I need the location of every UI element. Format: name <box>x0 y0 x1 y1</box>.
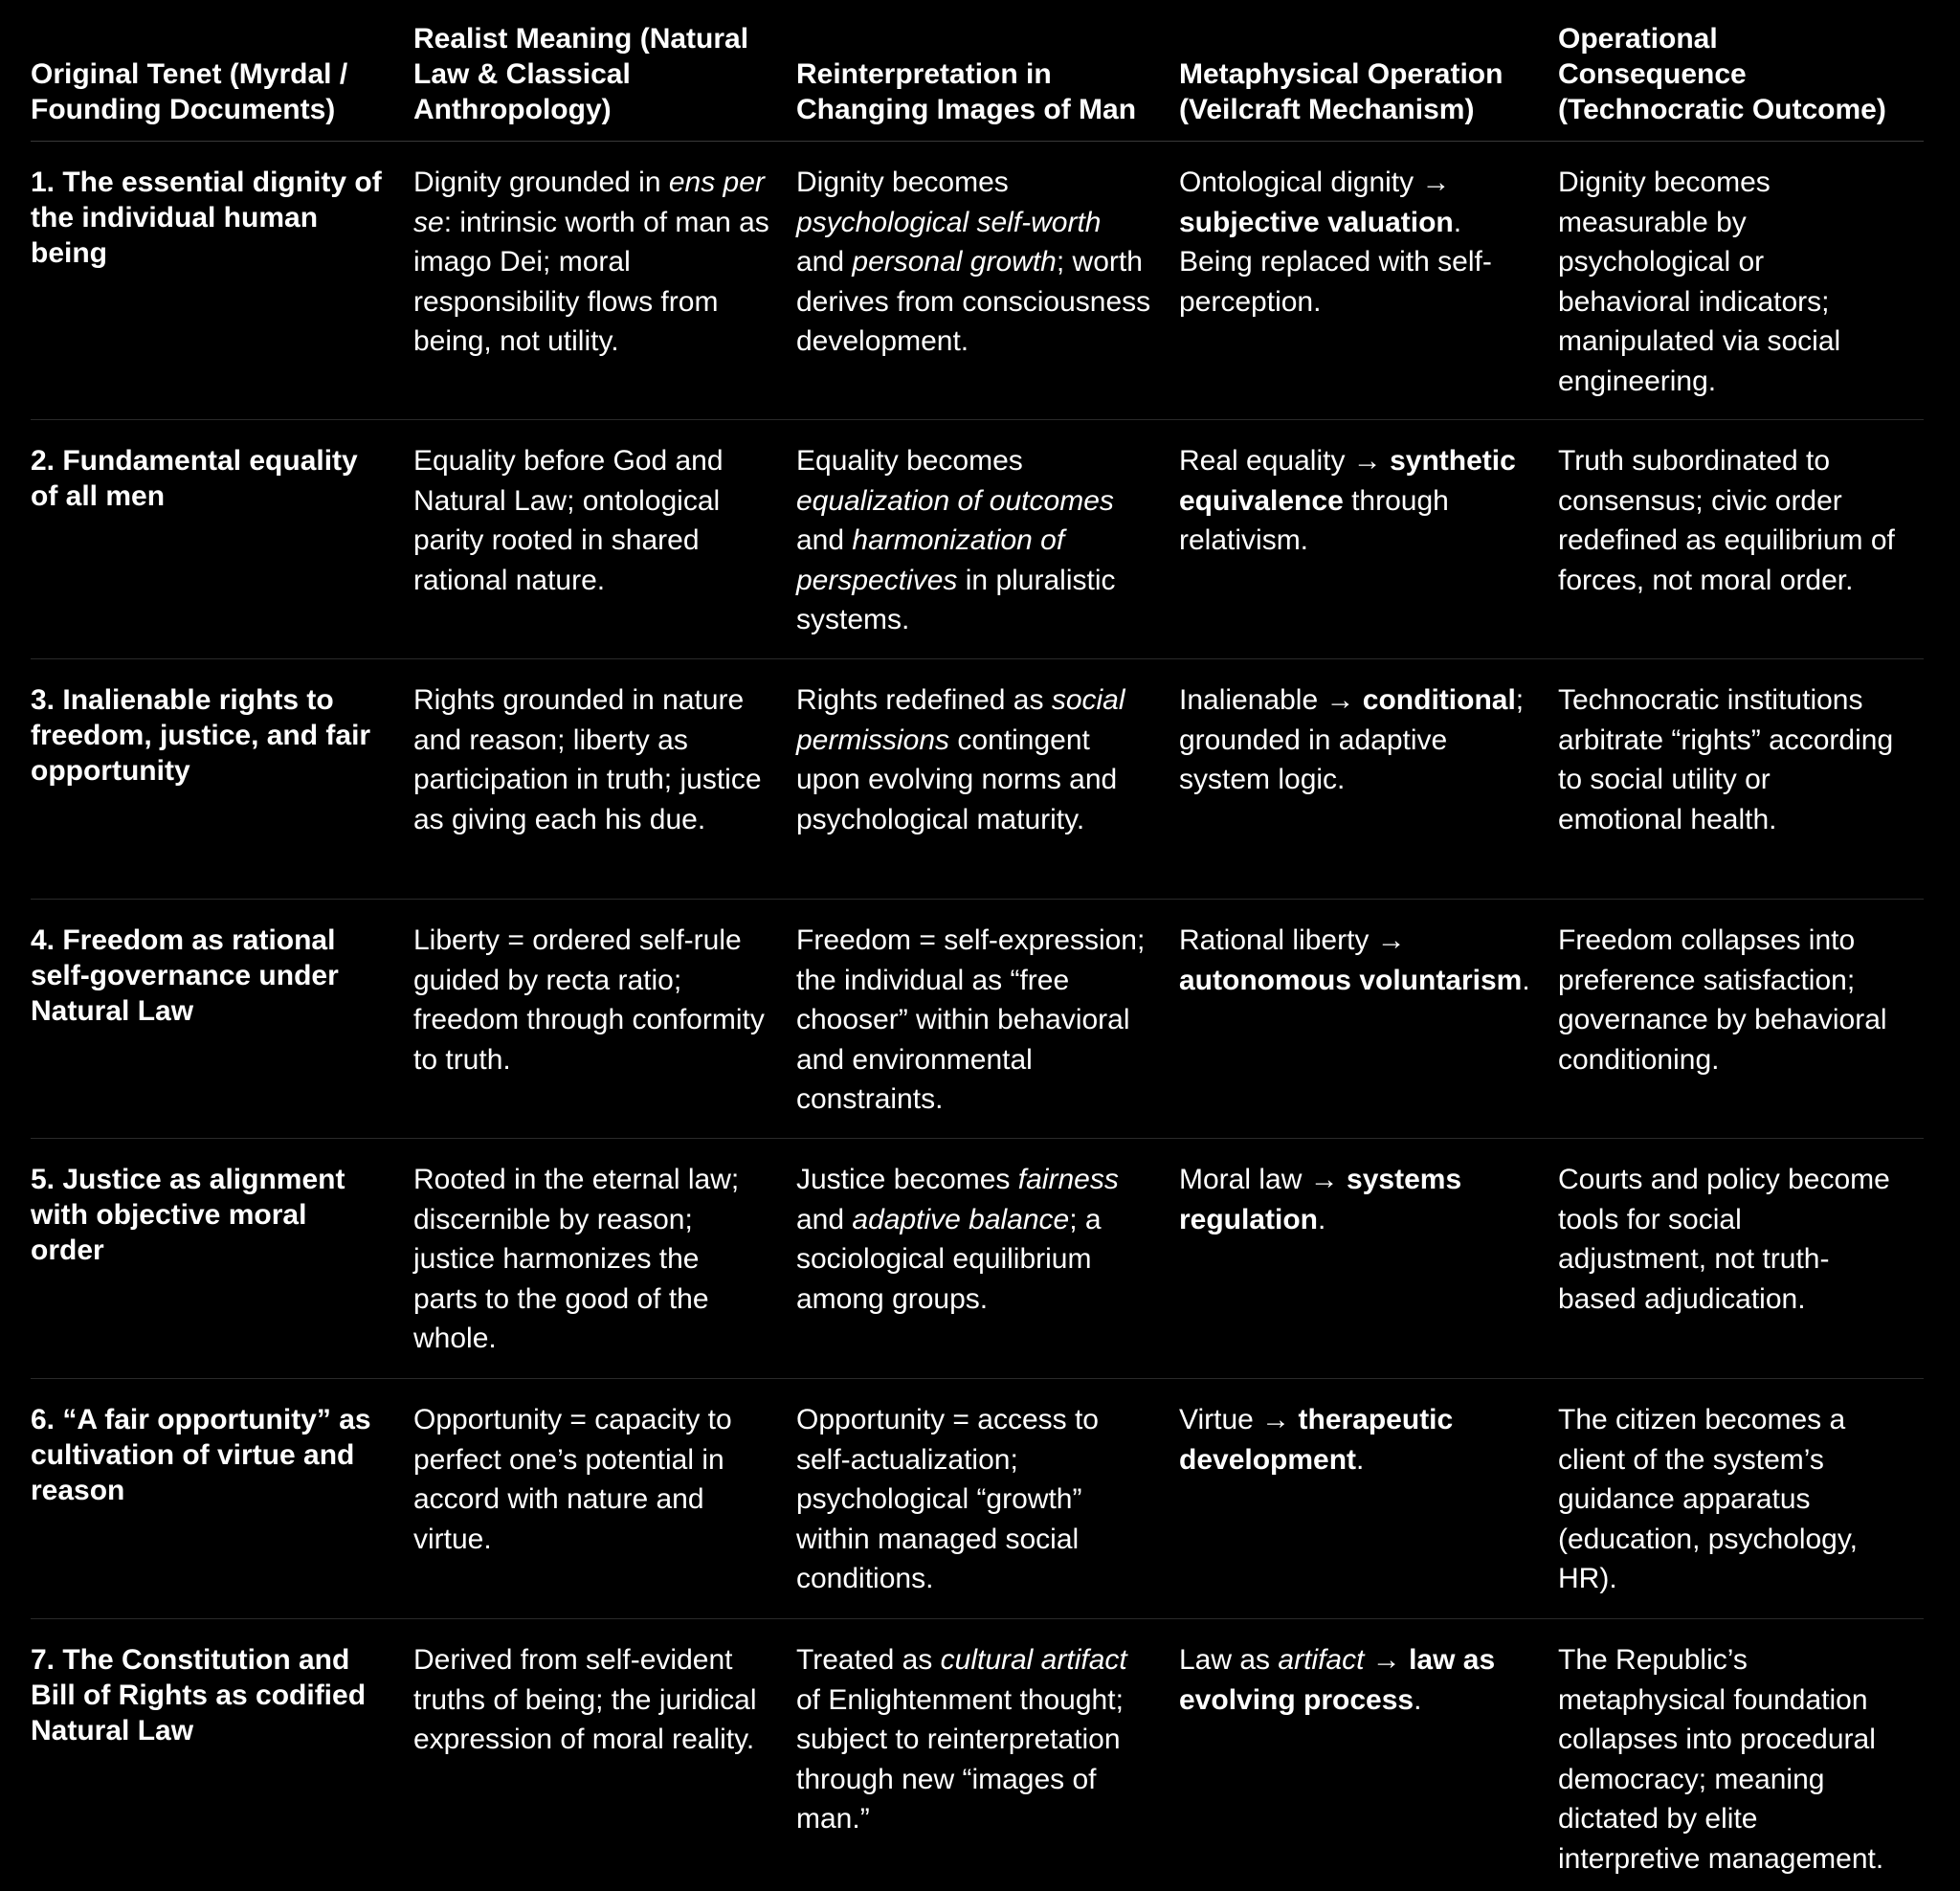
cell-text: Derived from self-evident truths of being; the juridical expression of moral reality. <box>413 1644 765 1755</box>
cell-text: Equality becomes <box>796 445 1032 477</box>
cell-text: Moral law → <box>1179 1164 1348 1195</box>
realist-cell <box>413 900 796 1138</box>
cell-text: Dignity grounded in <box>413 167 669 198</box>
cell-text: Rights redefined as <box>796 684 1052 716</box>
realist-cell <box>413 1379 796 1618</box>
header-realist-meaning: Realist Meaning (Natural Law & Classical Anthropology) <box>413 23 749 125</box>
operation-cell <box>1179 1619 1558 1891</box>
table-row <box>31 1379 1924 1619</box>
cell-text: Opportunity = access to self-actualization; psychological “growth” within managed social conditions. <box>796 1404 1107 1594</box>
italic-text: psychological self-worth <box>796 206 1102 238</box>
cell-text: Real equality → <box>1179 445 1391 477</box>
cell-text: Law as <box>1179 1644 1279 1676</box>
tenet-cell: 7. The Constitution and Bill of Rights as codified Natural Law <box>31 1644 367 1746</box>
table-row <box>31 900 1924 1139</box>
cell-text: . <box>1356 1443 1365 1476</box>
tenet-cell: 3. Inalienable rights to freedom, justice, and fair opportunity <box>31 684 371 787</box>
cell-text: Treated as <box>796 1644 941 1676</box>
table-header-row <box>31 0 1924 142</box>
cell-text: Liberty = ordered self-rule guided by recta ratio; freedom through conformity to truth. <box>413 924 773 1076</box>
cell-text: Rights grounded in nature and reason; liberty as participation in truth; justice as giving each his due. <box>413 684 769 835</box>
bold-text: therapeutic development <box>1179 1404 1461 1476</box>
consequence-cell <box>1558 420 1924 658</box>
cell-text: Freedom = self-expression; the individual as “free chooser” within behavioral and environmental constraints. <box>796 924 1153 1115</box>
bold-text: subjective valuation <box>1179 206 1454 238</box>
tenet-cell: 1. The essential dignity of the individual human being <box>31 167 382 269</box>
realist-cell <box>413 420 796 658</box>
cell-text: → <box>1364 1644 1410 1676</box>
header-original-tenet: Original Tenet (Myrdal / Founding Documents) <box>31 58 348 125</box>
consequence-cell <box>1558 142 1924 419</box>
cell-text: through relativism. <box>1179 484 1458 556</box>
header-operational-consequence: Operational Consequence (Technocratic Outcome) <box>1558 23 1886 125</box>
cell-text: . <box>1522 964 1530 996</box>
operation-cell <box>1179 1379 1558 1618</box>
cell-text: Dignity becomes measurable by psychological or behavioral indicators; manipulated via social engineering. <box>1558 167 1849 397</box>
header-metaphysical-operation: Metaphysical Operation (Veilcraft Mechanism) <box>1179 58 1503 125</box>
cell-text: Dignity becomes <box>796 167 1017 198</box>
table-row <box>31 1139 1924 1379</box>
cell-text: . <box>1414 1683 1422 1716</box>
table-row <box>31 142 1924 420</box>
operation-cell <box>1179 900 1558 1138</box>
bold-text: systems regulation <box>1179 1164 1470 1235</box>
tenets-table <box>31 0 1924 1891</box>
cell-text: ; worth derives from consciousness development. <box>796 246 1159 357</box>
cell-text: Virtue → <box>1179 1404 1299 1435</box>
tenet-cell: 4. Freedom as rational self-governance under Natural Law <box>31 924 339 1027</box>
table-row <box>31 1619 1924 1891</box>
cell-text: Equality before God and Natural Law; ontological parity rooted in shared rational nature. <box>413 445 731 596</box>
cell-text: . Being replaced with self-perception. <box>1179 206 1492 318</box>
consequence-cell <box>1558 1619 1924 1891</box>
operation-cell <box>1179 659 1558 899</box>
italic-text: personal growth <box>852 246 1057 278</box>
bold-text: autonomous voluntarism <box>1179 964 1523 996</box>
reinterpretation-cell <box>796 1379 1179 1618</box>
bold-text: conditional <box>1362 684 1516 716</box>
reinterpretation-cell <box>796 1139 1179 1378</box>
cell-text: in pluralistic systems. <box>796 564 1124 635</box>
header-reinterpretation: Reinterpretation in Changing Images of Man <box>796 58 1137 125</box>
cell-text: Courts and policy become tools for social adjustment, not truth-based adjudication. <box>1558 1164 1899 1315</box>
realist-cell <box>413 1139 796 1378</box>
cell-text: Opportunity = capacity to perfect one’s potential in accord with nature and virtue. <box>413 1404 741 1555</box>
cell-text: Ontological dignity → <box>1179 167 1459 198</box>
tenet-cell: 6. “A fair opportunity” as cultivation of virtue and reason <box>31 1404 371 1506</box>
cell-text: of Enlightenment thought; subject to reinterpretation through new “images of man.” <box>796 1644 1136 1835</box>
operation-cell <box>1179 1139 1558 1378</box>
reinterpretation-cell <box>796 900 1179 1138</box>
cell-text: Inalienable → <box>1179 684 1363 716</box>
italic-text: social permissions <box>796 684 1133 756</box>
consequence-cell <box>1558 900 1924 1138</box>
cell-text: . <box>1318 1203 1326 1235</box>
cell-text: The Republic’s metaphysical foundation collapses into procedural democracy; meaning dictated by elite interpretive management. <box>1558 1644 1884 1875</box>
italic-text: equalization of outcomes <box>796 484 1114 517</box>
reinterpretation-cell <box>796 1619 1179 1891</box>
italic-text: fairness <box>1017 1164 1119 1195</box>
cell-text: ; a sociological equilibrium among groups. <box>796 1203 1109 1315</box>
bold-text: law as evolving process <box>1179 1644 1503 1716</box>
italic-text: artifact <box>1278 1644 1365 1676</box>
cell-text: and <box>796 1164 1127 1235</box>
cell-text: Truth subordinated to consensus; civic order redefined as equilibrium of forces, not moral order. <box>1558 445 1904 596</box>
operation-cell <box>1179 142 1558 419</box>
italic-text: adaptive balance <box>852 1203 1070 1235</box>
reinterpretation-cell <box>796 142 1179 419</box>
consequence-cell <box>1558 659 1924 899</box>
consequence-cell <box>1558 1379 1924 1618</box>
operation-cell <box>1179 420 1558 658</box>
cell-text: contingent upon evolving norms and psychological maturity. <box>796 723 1125 835</box>
italic-text: harmonization of perspectives <box>796 524 1073 596</box>
tenet-cell: 5. Justice as alignment with objective moral order <box>31 1164 345 1266</box>
reinterpretation-cell <box>796 659 1179 899</box>
italic-text: ens per se <box>413 167 773 238</box>
cell-text: The citizen becomes a client of the system’s guidance apparatus (education, psychology, HR). <box>1558 1404 1866 1594</box>
cell-text: and <box>796 484 1123 556</box>
realist-cell <box>413 142 796 419</box>
bold-text: synthetic equivalence <box>1179 445 1525 517</box>
tenet-cell: 2. Fundamental equality of all men <box>31 445 358 512</box>
cell-text: Technocratic institutions arbitrate “rights” according to social utility or emotional health. <box>1558 684 1902 835</box>
realist-cell <box>413 1619 796 1891</box>
cell-text: ; grounded in adaptive system logic. <box>1179 684 1532 795</box>
table-row <box>31 420 1924 659</box>
cell-text: and <box>796 206 1109 278</box>
consequence-cell <box>1558 1139 1924 1378</box>
italic-text: cultural artifact <box>940 1644 1127 1676</box>
cell-text: : intrinsic worth of man as imago Dei; moral responsibility flows from being, not utility. <box>413 206 778 357</box>
table-row <box>31 659 1924 900</box>
realist-cell <box>413 659 796 899</box>
cell-text: Freedom collapses into preference satisfaction; governance by behavioral conditioning. <box>1558 924 1895 1076</box>
cell-text: Rational liberty → <box>1179 924 1414 956</box>
reinterpretation-cell <box>796 420 1179 658</box>
cell-text: Justice becomes <box>796 1164 1018 1195</box>
cell-text: Rooted in the eternal law; discernible by reason; justice harmonizes the parts to the good of the whole. <box>413 1164 747 1354</box>
